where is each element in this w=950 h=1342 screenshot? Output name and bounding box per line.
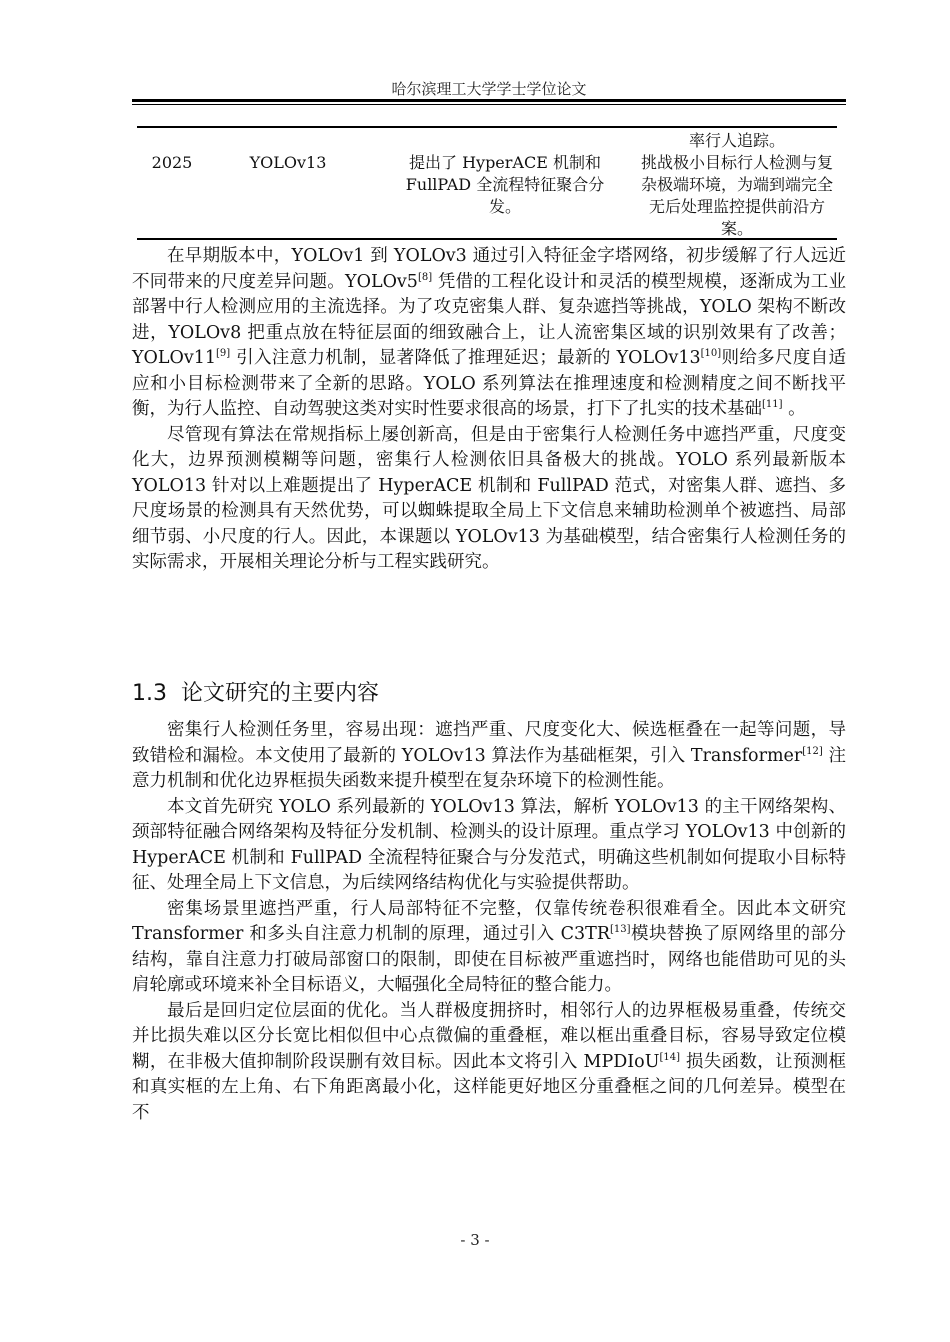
table-cell-model: YOLOv13 (249, 153, 327, 172)
table-cell-year: 2025 (151, 153, 193, 172)
table-cell-challenge-text: 挑战极小目标行人检测与复杂极端环境，为端到端完全无后处理监控提供前沿方案。 (640, 153, 833, 238)
body-block-2 (132, 718, 846, 1126)
table-cell-challenge-prev: 率行人追踪。 (688, 131, 785, 150)
para5-text-b: 模块替换了原网络里的部分结构，靠自注意力打破局部窗口的限制，即使在目标被严重遮挡时，网络也能借助可见的头肩轮廓或环境来补全目标语义，大幅强化全局特征的整合能力。 (132, 924, 846, 995)
citation-11: [11] (762, 399, 783, 410)
header-rule-thick (132, 99, 846, 102)
section-title: 论文研究的主要内容 (181, 681, 380, 706)
para3-text-a: 密集行人检测任务里，容易出现：遮挡严重、尺度变化大、候选框叠在一起等问题，导致错检和漏检。本文使用了最新的 YOLOv13 算法作为基础框架，引入 Transformer (132, 720, 846, 766)
citation-12: [12] (802, 745, 823, 757)
citation-9: [9] (216, 348, 231, 359)
citation-14: [14] (659, 1051, 680, 1063)
section-number: 1.3 (132, 681, 167, 706)
para1-text-c: 引入注意力机制，显著降低了推理延迟；最新的 YOLOv13 (230, 348, 701, 368)
paragraph-mpdiou (132, 999, 846, 1127)
paragraph-transformer (132, 897, 846, 999)
para3-text-b: 注意力机制和优化边界框损失函数来提升模型在复杂环境下的检测性能。 (132, 745, 846, 791)
paragraph-intro (132, 718, 846, 795)
table-top-rule (137, 126, 837, 128)
paragraph-challenges: 尽管现有算法在常规指标上屡创新高，但是由于密集行人检测任务中遮挡严重，尺度变化大，边界预测模糊等问题，密集行人检测依旧具备极大的挑战。YOLO 系列最新版本 YOLO13 针对以上难题提出了 HyperACE 机制和 FullPAD 范式，对密集人群、遮挡、多尺度场景的检测具有天然优势，可以蜘蛛提取全局上下文信息来辅助检测单个被遮挡、局部细节弱、小尺度的行人。因此，本课题以 YOLOv13 为基础模型，结合密集行人检测任务的实际需求，开展相关理论分析与工程实践研究。 (132, 424, 846, 572)
page-number: - 3 - (460, 1231, 490, 1249)
header-rule-thin (132, 104, 846, 105)
para1-text-a: 在早期版本中，YOLOv1 到 YOLOv3 通过引入特征金字塔网络，初步缓解了行人远近不同带来的尺度差异问题。YOLOv5 (132, 246, 846, 292)
para1-text-b: 凭借的工程化设计和灵活的模型规模，逐渐成为工业部署中行人检测应用的主流选择。为了攻克密集人群、复杂遮挡等挑战，YOLO 架构不断改进，YOLOv8 把重点放在特征层面的细致融合上，让人流密集区域的识别效果有了改善；YOLOv11 (132, 271, 847, 368)
citation-13: [13] (610, 924, 631, 935)
section-heading (132, 676, 379, 707)
citation-8: [8] (417, 271, 433, 283)
running-header: 哈尔滨理工大学学士学位论文 (391, 80, 587, 98)
table-cell-contribution: 提出了 HyperACE 机制和 FullPAD 全流程特征聚合分发。 (405, 153, 605, 216)
para5-text-a: 密集场景里遮挡严重，行人局部特征不完整，仅靠传统卷积很难看全。因此本文研究 Transformer 和多头自注意力机制的原理，通过引入 C3TR (132, 898, 846, 944)
para6-text-b: 损失函数，让预测框和真实框的左上角、右下角距离最小化，这样能更好地区分重叠框之间的几何差异。模型在不 (132, 1051, 846, 1123)
paragraph-yolov13-study: 本文首先研究 YOLO 系列最新的 YOLOv13 算法，解析 YOLOv13 的主干网络架构、颈部特征融合网络架构及特征分发机制、检测头的设计原理。重点学习 YOLOv13 中创新的 HyperACE 机制和 FullPAD 全流程特征聚合与分发范式，明确这些机制如何提取小目标特征、处理全局上下文信息，为后续网络结构优化与实验提供帮助。 (132, 796, 846, 893)
paragraph-yolo-history (132, 244, 846, 423)
table-cell-challenge (637, 130, 837, 240)
citation-10: [10] (700, 348, 722, 359)
para6-text-a: 最后是回归定位层面的优化。当人群极度拥挤时，相邻行人的边界框极易重叠，传统交并比损失难以区分长宽比相似但中心点微偏的重叠框，难以框出重叠目标，容易导致定位模糊，在非极大值抑制阶段误删有效目标。因此本文将引入 MPDIoU (132, 1000, 846, 1072)
para1-text-e: 。 (782, 399, 806, 419)
body-block-1 (132, 244, 846, 576)
table-bottom-rule (137, 238, 837, 240)
para1-text-d: 则给多尺度自适应和小目标检测带来了全新的思路。YOLO 系列算法在推理速度和检测精度之间不断找平衡，为行人监控、自动驾驶这类对实时性要求很高的场景，打下了扎实的技术基础 (132, 348, 846, 419)
